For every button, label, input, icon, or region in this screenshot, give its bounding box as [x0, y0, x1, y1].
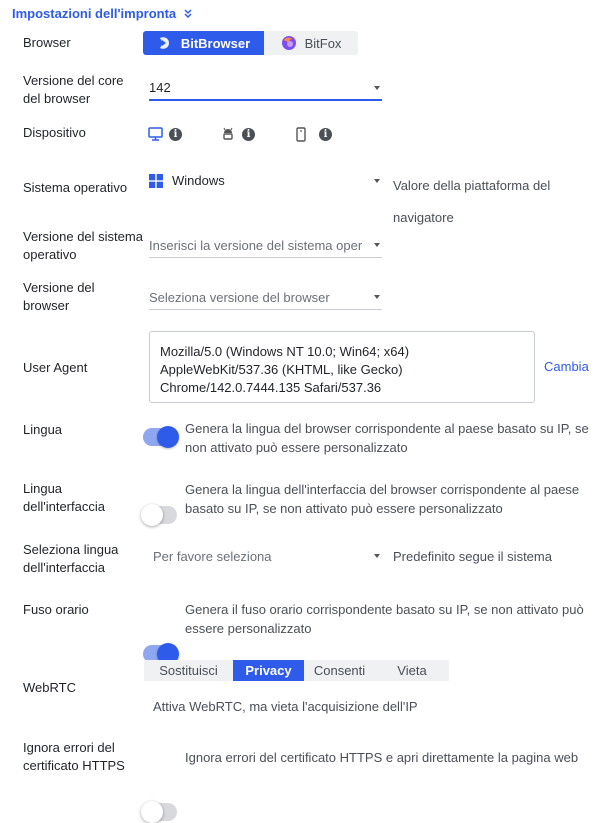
language-toggle[interactable]	[143, 428, 177, 446]
ui-language-description: Genera la lingua dell'interfaccia del browser corrispondente al paese basato su IP, se non attivato può essere personalizzato	[185, 482, 580, 516]
os-value: Windows	[172, 173, 225, 188]
ui-language-hint: Predefinito segue il sistema	[393, 549, 552, 564]
browser-option-label: BitFox	[304, 35, 342, 51]
dropdown-caret-icon	[374, 86, 380, 90]
ui-language-toggle[interactable]	[143, 506, 177, 524]
ui-language-label: Lingua dell'interfaccia	[23, 481, 105, 514]
os-select[interactable]	[149, 169, 382, 192]
timezone-description: Genera il fuso orario corrispondente basato su IP, se non attivato può essere personalizzato	[185, 602, 584, 636]
user-agent-line: Chrome/142.0.7444.135 Safari/537.36	[160, 380, 382, 395]
browser-label: Browser	[23, 35, 71, 50]
core-version-select[interactable]	[149, 76, 382, 101]
browser-version-placeholder: Seleziona versione del browser	[149, 289, 330, 305]
webrtc-option-privacy[interactable]	[233, 660, 304, 681]
browser-selector	[143, 31, 358, 55]
webrtc-option-label: Sostituisci	[159, 663, 218, 678]
windows-logo-icon	[149, 174, 163, 188]
browser-option-bitfox[interactable]	[264, 31, 358, 55]
change-user-agent-link[interactable]: Cambia	[544, 359, 589, 374]
mobile-icon	[293, 126, 309, 142]
https-errors-label: Ignora errori del certificato HTTPS	[23, 740, 125, 773]
webrtc-option-label: Vieta	[397, 663, 427, 678]
os-version-label: Versione del sistema operativo	[23, 229, 143, 262]
bitbrowser-logo-icon	[157, 35, 173, 51]
webrtc-option-block[interactable]	[375, 660, 449, 681]
device-option-android[interactable]	[220, 126, 255, 142]
https-errors-toggle[interactable]	[143, 803, 177, 821]
info-icon[interactable]: i	[242, 128, 255, 141]
core-version-label: Versione del core del browser	[23, 73, 124, 106]
webrtc-option-label: Privacy	[245, 663, 292, 678]
section-header[interactable]	[12, 6, 192, 21]
webrtc-label: WebRTC	[23, 680, 76, 695]
toggle-knob	[141, 504, 163, 526]
webrtc-option-label: Consenti	[313, 663, 366, 678]
ui-language-placeholder: Per favore seleziona	[153, 548, 272, 564]
android-icon	[220, 126, 236, 142]
https-errors-description: Ignora errori del certificato HTTPS e apri direttamente la pagina web	[185, 750, 579, 765]
webrtc-option-allow[interactable]	[304, 660, 375, 681]
user-agent-label: User Agent	[23, 360, 88, 375]
webrtc-selector	[144, 660, 449, 681]
info-icon[interactable]: i	[169, 128, 182, 141]
os-hint: Valore della piattaforma del navigatore	[393, 178, 551, 225]
bitfox-logo-icon	[281, 35, 297, 51]
dropdown-caret-icon	[374, 554, 380, 558]
core-version-value: 142	[149, 80, 171, 95]
webrtc-description: Attiva WebRTC, ma vieta l'acquisizione dell'IP	[153, 699, 418, 714]
os-version-placeholder: Inserisci la versione del sistema oper	[149, 237, 363, 253]
language-label: Lingua	[23, 422, 63, 437]
desktop-icon	[147, 126, 163, 142]
webrtc-option-replace[interactable]	[144, 660, 233, 681]
os-label: Sistema operativo	[23, 180, 128, 195]
toggle-knob	[157, 426, 179, 448]
dropdown-caret-icon	[374, 295, 380, 299]
language-description: Genera la lingua del browser corrispondente al paese basato su IP, se non attivato può essere personalizzato	[185, 421, 589, 455]
ui-language-select[interactable]	[149, 542, 382, 570]
user-agent-line: Mozilla/5.0 (Windows NT 10.0; Win64; x64)	[160, 344, 410, 359]
browser-option-label: BitBrowser	[180, 35, 251, 51]
timezone-label: Fuso orario	[23, 602, 89, 617]
user-agent-textarea[interactable]	[149, 331, 535, 403]
user-agent-line: AppleWebKit/537.36 (KHTML, like Gecko)	[160, 362, 403, 377]
browser-option-bitbrowser[interactable]	[143, 31, 264, 55]
section-title: Impostazioni dell'impronta	[12, 6, 177, 21]
device-label: Dispositivo	[23, 125, 86, 140]
dropdown-caret-icon	[374, 179, 380, 183]
toggle-knob	[141, 801, 163, 823]
browser-version-label: Versione del browser	[23, 280, 95, 313]
os-version-input[interactable]	[149, 233, 382, 258]
browser-version-select[interactable]	[149, 285, 382, 310]
device-option-mobile[interactable]	[293, 126, 332, 142]
double-chevron-down-icon	[184, 9, 192, 18]
dropdown-caret-icon	[374, 243, 380, 247]
info-icon[interactable]: i	[319, 128, 332, 141]
device-option-desktop[interactable]	[147, 126, 182, 142]
ui-language-select-label: Seleziona lingua dell'interfaccia	[23, 542, 119, 575]
